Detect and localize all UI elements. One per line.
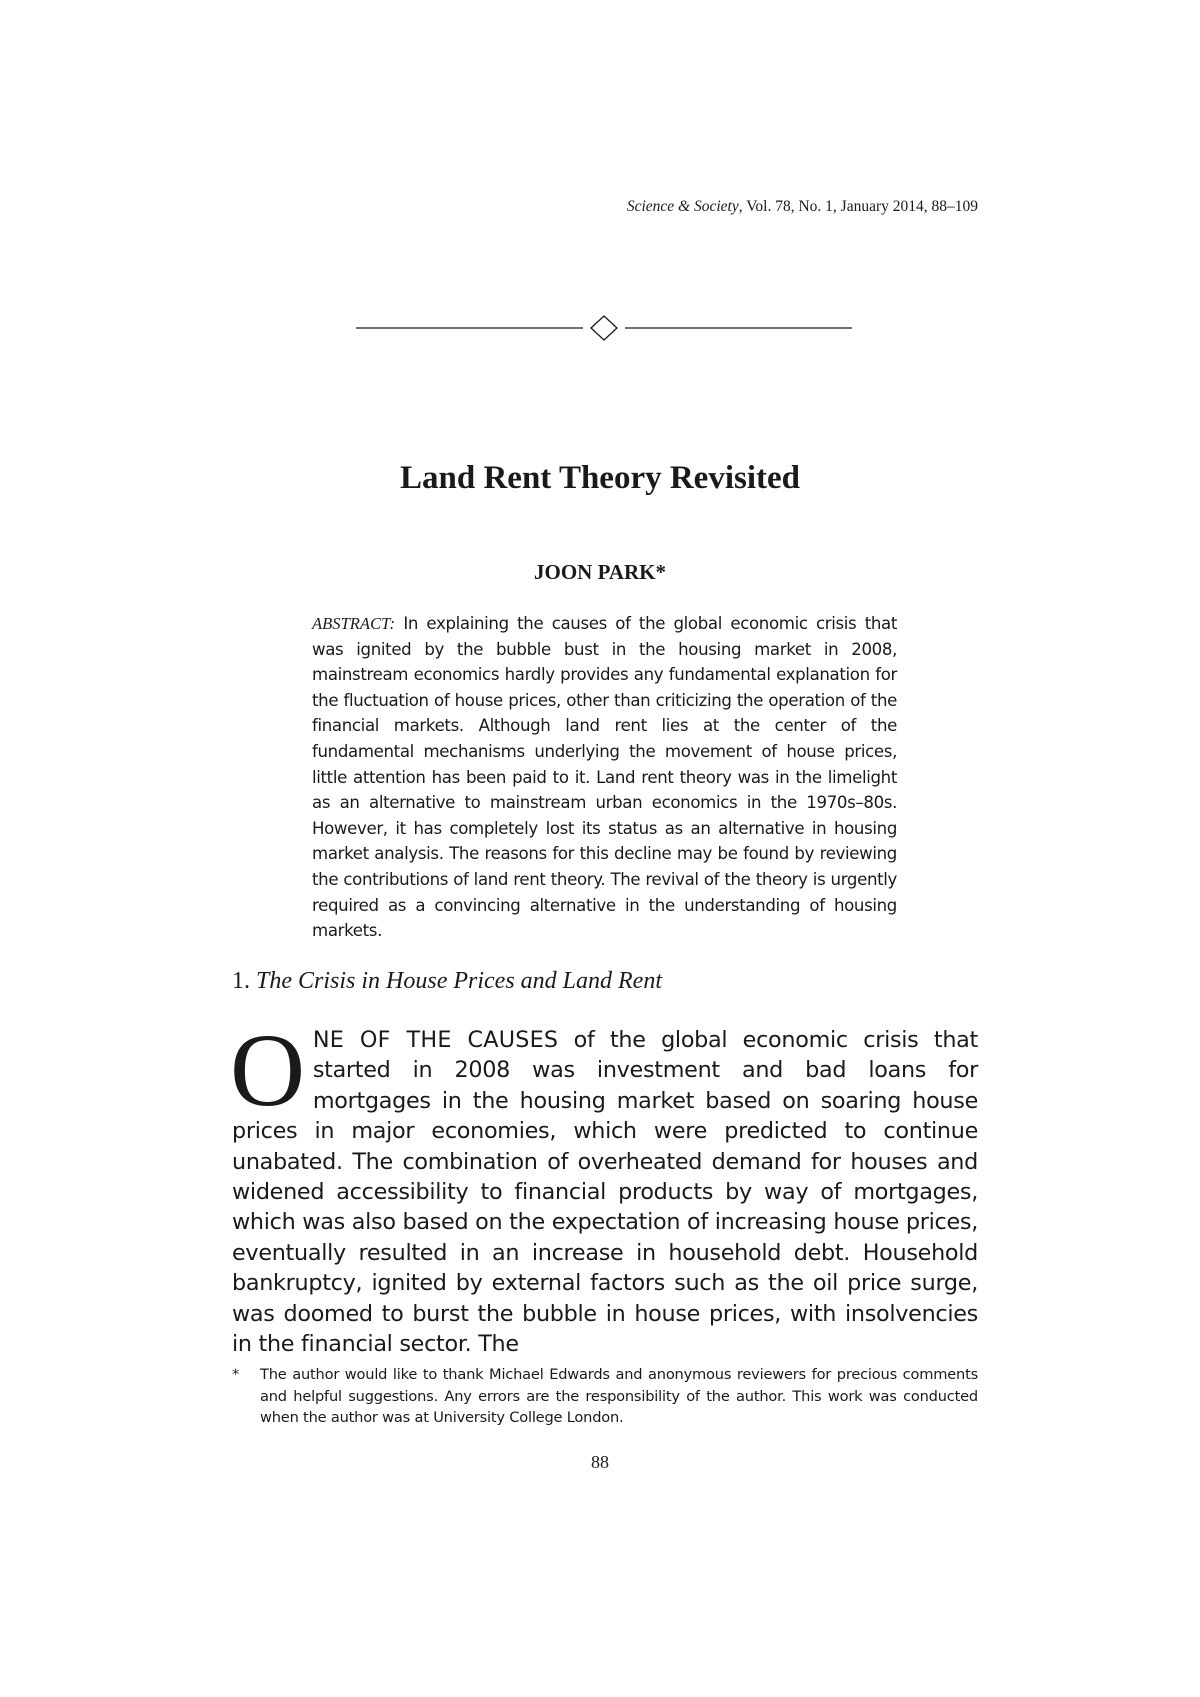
lead-in-caps: NE OF THE CAUSES [312, 1027, 559, 1053]
citation-details: , Vol. 78, No. 1, January 2014, 88–109 [738, 198, 978, 215]
section-title: The Crisis in House Prices and Land Rent [256, 968, 662, 994]
ornament-divider [356, 313, 852, 343]
journal-citation [627, 198, 978, 216]
paper-title: Land Rent Theory Revisited [400, 460, 800, 496]
abstract [312, 611, 897, 944]
journal-name: Science & Society [626, 198, 739, 215]
abstract-label: ABSTRACT: [312, 614, 395, 633]
page-number: 88 [591, 1452, 609, 1472]
section-number: 1. [232, 968, 250, 994]
footnote-mark: * [232, 1366, 240, 1383]
footnote [232, 1364, 978, 1429]
body-paragraph [230, 1013, 978, 1359]
body-text: of the global economic crisis that started in 2008 was investment and bad loans for mortgages in the housing market based on soaring house prices in major economies, which were predicted to continue unabated. The combination of overheated demand for houses and widened accessibility to financial products by way of mortgages, which was also based on the expectation of increasing house prices, eventually resulted in an increase in household debt. Household bankruptcy, ignited by external factors such as the oil price surge, was doomed to burst the bubble in house prices, with insolvencies in the financial sector. The [232, 1027, 978, 1358]
author-name: JOON PARK* [533, 560, 667, 584]
footnote-text: The author would like to thank Michael Edwards and anonymous reviewers for precious comments and helpful suggestions. Any errors are the responsibility of the author. This work was conducted when the author was at University College London. [260, 1366, 978, 1426]
section-heading [232, 968, 662, 995]
drop-cap: O [230, 1013, 305, 1128]
abstract-text: In explaining the causes of the global economic crisis that was ignited by the bubble bust in the housing market in 2008, mainstream economics hardly provides any fundamental explanation for the fluctuation of house prices, other than criticizing the operation of the financial markets. Although land rent lies at the center of the fundamental mechanisms underlying the movement of house prices, little attention has been paid to it. Land rent theory was in the limelight as an alternative to mainstream urban economics in the 1970s–80s. However, it has completely lost its status as an alternative in housing market analysis. The reasons for this decline may be found by reviewing the contributions of land rent theory. The revival of the theory is urgently required as a convincing alternative in the understanding of housing markets. [312, 614, 897, 941]
